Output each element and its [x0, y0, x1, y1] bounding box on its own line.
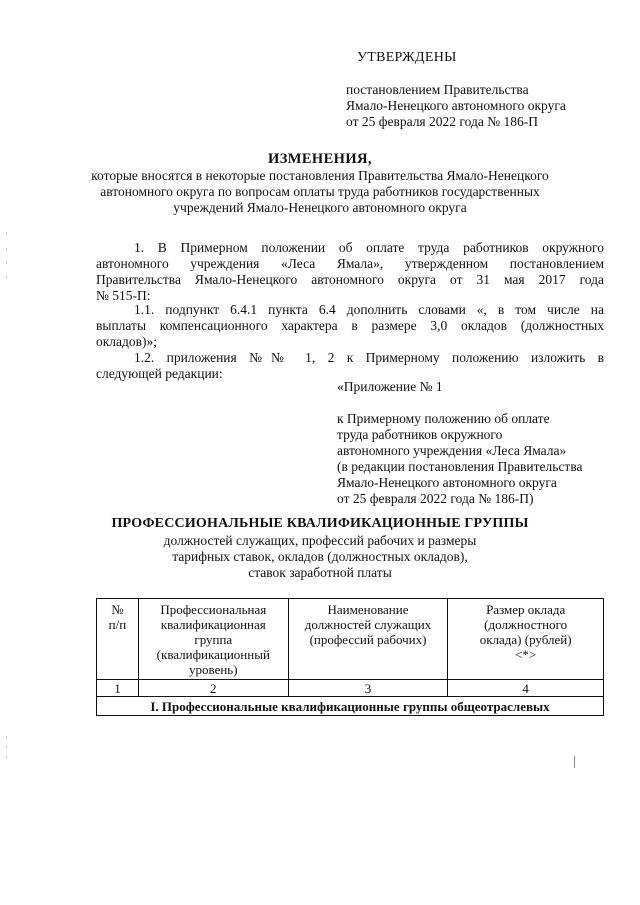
section-heading: I. Профессиональные квалификационные группы общеотраслевых: [97, 697, 604, 716]
changes-subtitle-2: автономного округа по вопросам оплаты труда работников государственных: [100, 184, 540, 199]
para11-line-3: окладов)»;: [96, 334, 158, 349]
appendix-line-2: труда работников окружного: [337, 427, 503, 442]
header-cell-number: [97, 599, 139, 680]
qualification-table: [96, 598, 604, 716]
appendix-line-6: от 25 февраля 2022 года № 186-П): [337, 491, 534, 506]
para1-line-2: автономного учреждения «Леса Ямала», утвержденном постановлением: [96, 256, 604, 271]
para11-line-1: 1.1. подпункт 6.4.1 пункта 6.4 дополнить словами «, в том числе на: [134, 302, 604, 317]
approval-line-3: от 25 февраля 2022 года № 186-П: [346, 114, 538, 129]
groups-subtitle-1: должностей служащих, профессий рабочих и размеры: [163, 533, 477, 548]
header-text: (должностного: [484, 617, 568, 632]
groups-subtitle-3: ставок заработной платы: [248, 565, 392, 580]
header-text: квалификационная: [160, 617, 266, 632]
table-header-row: [97, 599, 604, 680]
header-text: №: [111, 602, 124, 617]
approval-line-1: постановлением Правительства: [346, 82, 529, 97]
changes-subtitle-3: учреждений Ямало-Ненецкого автономного округа: [173, 200, 467, 215]
column-number-2: 2: [138, 680, 288, 697]
appendix-line-1: к Примерному положению об оплате: [337, 411, 550, 426]
para1-line-1: 1. В Примерном положении об оплате труда работников окружного: [134, 240, 604, 255]
column-number-4: 4: [448, 680, 604, 697]
approval-line-2: Ямало-Ненецкого автономного округа: [346, 98, 566, 113]
header-text: Профессиональная: [160, 602, 267, 617]
column-number-3: 3: [288, 680, 448, 697]
para1-line-4: № 515-П:: [96, 288, 151, 303]
changes-subtitle-1: которые вносятся в некоторые постановления Правительства Ямало-Ненецкого: [91, 168, 549, 183]
header-text: (профессий рабочих): [309, 632, 427, 647]
groups-title: ПРОФЕССИОНАЛЬНЫЕ КВАЛИФИКАЦИОННЫЕ ГРУППЫ: [111, 516, 529, 531]
groups-subtitle-2: тарифных ставок, окладов (должностных окладов),: [172, 549, 468, 564]
header-text: уровень): [189, 662, 238, 677]
column-number-1: 1: [97, 680, 139, 697]
header-text: Размер оклада: [486, 602, 566, 617]
appendix-title: «Приложение № 1: [337, 379, 443, 394]
header-cell-position: [288, 599, 448, 680]
header-cell-group: [138, 599, 288, 680]
header-text: п/п: [108, 617, 127, 632]
header-text: Наименование: [327, 602, 409, 617]
header-text: оклада) (рублей): [479, 632, 572, 647]
approval-title: УТВЕРЖДЕНЫ: [357, 50, 457, 65]
appendix-line-4: (в редакции постановления Правительства: [337, 459, 583, 474]
table-section-row: [97, 697, 604, 716]
scan-artifact-tick: [574, 756, 575, 768]
para12-line-1: 1.2. приложения №№ 1, 2 к Примерному положению изложить в: [134, 350, 604, 365]
para11-line-2: выплаты компенсационного характера в размере 3,0 окладов (должностных: [96, 318, 604, 333]
para1-line-3: Правительства Ямало-Ненецкого автономного округа от 31 мая 2017 года: [96, 272, 604, 287]
header-text: <*>: [515, 647, 537, 662]
changes-title: ИЗМЕНЕНИЯ,: [268, 151, 372, 167]
appendix-line-5: Ямало-Ненецкого автономного округа: [337, 475, 557, 490]
para12-line-2: следующей редакции:: [96, 366, 223, 381]
header-text: (квалификационный: [156, 647, 270, 662]
appendix-line-3: автономного учреждения «Леса Ямала»: [337, 443, 567, 458]
header-cell-salary: [448, 599, 604, 680]
header-text: группа: [194, 632, 233, 647]
header-text: должностей служащих: [304, 617, 432, 632]
table-number-row: [97, 680, 604, 697]
